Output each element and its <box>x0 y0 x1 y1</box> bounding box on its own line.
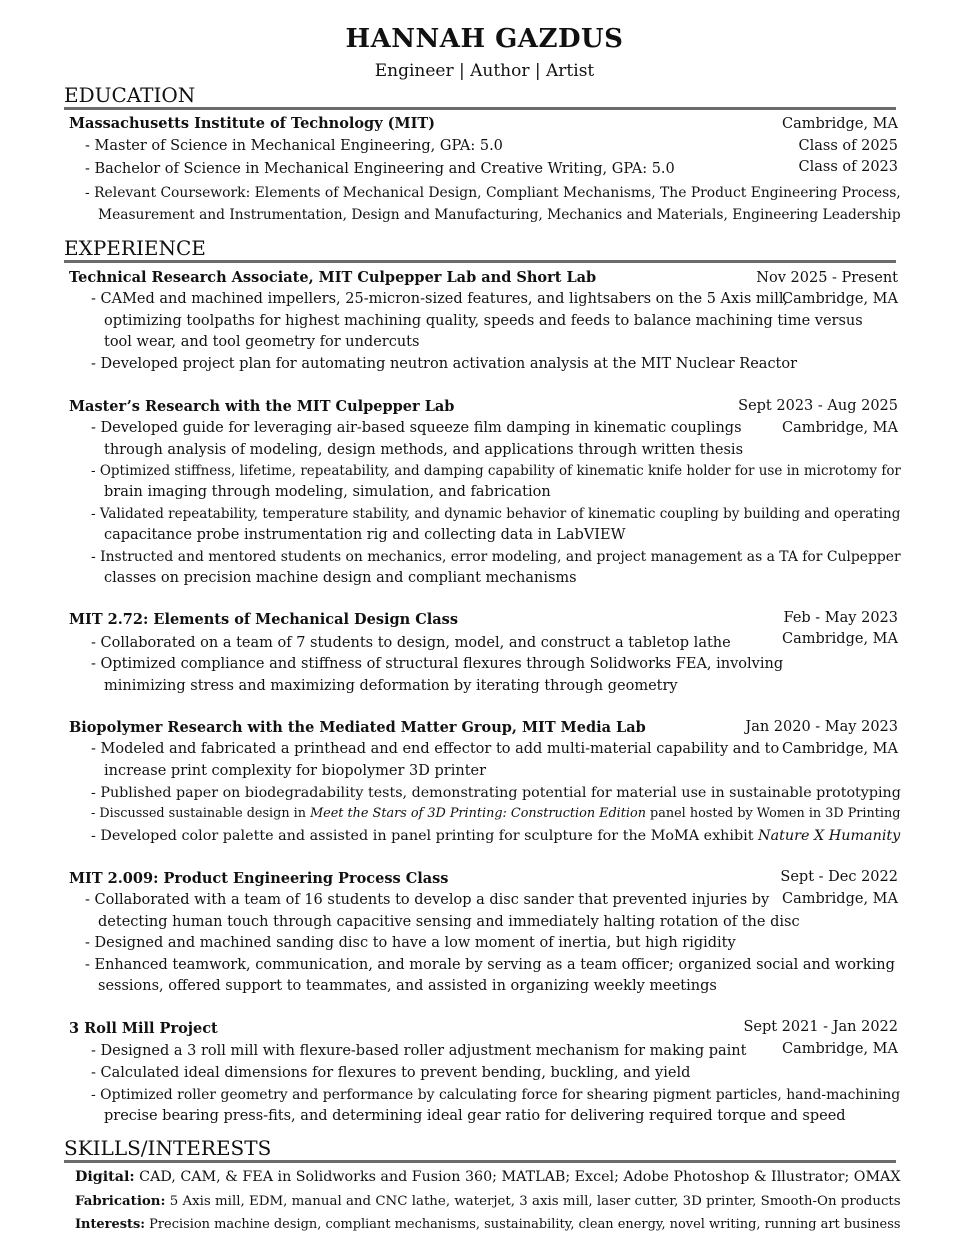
bullet-line: - Designed and machined sanding disc to have a low moment of inertia, but high rigidity <box>85 935 736 951</box>
experience-dates: Feb - May 2023 <box>783 610 898 626</box>
bullet-line: - CAMed and machined impellers, 25-micron-sized features, and lightsabers on the 5 Axis mill, <box>91 291 789 307</box>
experience-dates: Sept 2023 - Aug 2025 <box>738 398 898 414</box>
experience-dates: Sept - Dec 2022 <box>780 869 898 885</box>
education-class-2023: Class of 2023 <box>798 159 898 175</box>
experience-location: Cambridge, MA <box>781 291 898 307</box>
skill-label: Interests: <box>75 1217 146 1232</box>
experience-title: 3 Roll Mill Project <box>69 1020 218 1037</box>
skill-row-fabrication <box>75 1192 901 1211</box>
bullet-line: tool wear, and tool geometry for undercuts <box>104 334 420 350</box>
bullet-line: - Calculated ideal dimensions for flexures to prevent bending, buckling, and yield <box>91 1065 691 1081</box>
bullet-line: brain imaging through modeling, simulation, and fabrication <box>104 484 551 500</box>
education-location: Cambridge, MA <box>781 116 898 132</box>
bullet-line: - Instructed and mentored students on mechanics, error modeling, and project management as a TA for Culpepper <box>91 549 901 565</box>
bullet-line: minimizing stress and maximizing deformation by iterating through geometry <box>104 678 678 694</box>
experience-heading: EXPERIENCE <box>64 237 896 263</box>
bullet-line: - Modeled and fabricated a printhead and end effector to add multi-material capability and to <box>91 741 780 757</box>
experience-title: Master’s Research with the MIT Culpepper Lab <box>69 398 455 415</box>
education-school: Massachusetts Institute of Technology (MIT) <box>69 115 436 132</box>
skill-text: CAD, CAM, & FEA in Solidworks and Fusion 360; MATLAB; Excel; Adobe Photoshop & Illustrator; OMAX <box>134 1169 901 1185</box>
bullet-line: detecting human touch through capacitive sensing and immediately halting rotation of the disc <box>98 914 800 930</box>
exhibit-title: Nature X Humanity <box>758 828 901 844</box>
experience-dates: Jan 2020 - May 2023 <box>745 719 898 735</box>
bullet-line: - Enhanced teamwork, communication, and morale by serving as a team officer; organized social and working <box>85 957 895 973</box>
skill-row-digital <box>75 1168 901 1186</box>
resume-tagline: Engineer | Author | Artist <box>374 61 595 81</box>
experience-dates: Nov 2025 - Present <box>756 270 898 286</box>
experience-location: Cambridge, MA <box>781 741 898 757</box>
bullet-line: sessions, offered support to teammates, and assisted in organizing weekly meetings <box>98 978 717 994</box>
bullet-line: - Optimized roller geometry and performance by calculating force for shearing pigment particles, hand-machining <box>91 1087 901 1103</box>
experience-dates: Sept 2021 - Jan 2022 <box>743 1019 898 1035</box>
skill-row-interests <box>75 1216 901 1234</box>
skill-label: Fabrication: <box>75 1193 166 1209</box>
bullet-line: precise bearing press-fits, and determining ideal gear ratio for delivering required torque and speed <box>104 1108 846 1124</box>
bullet-line: increase print complexity for biopolymer 3D printer <box>104 763 487 779</box>
bullet-line: - Optimized compliance and stiffness of structural flexures through Solidworks FEA, involving <box>91 656 784 672</box>
skill-label: Digital: <box>75 1169 135 1185</box>
experience-title: MIT 2.009: Product Engineering Process Class <box>69 870 449 887</box>
experience-title: Biopolymer Research with the Mediated Matter Group, MIT Media Lab <box>69 719 646 736</box>
bullet-line: capacitance probe instrumentation rig and collecting data in LabVIEW <box>104 527 626 543</box>
bullet-line: optimizing toolpaths for highest machining quality, speeds and feeds to balance machining time versus <box>104 313 863 329</box>
panel-title: Meet the Stars of 3D Printing: Construction Edition <box>310 806 646 821</box>
bullet-line: - Designed a 3 roll mill with flexure-based roller adjustment mechanism for making paint <box>91 1043 747 1059</box>
experience-title: Technical Research Associate, MIT Culpepper Lab and Short Lab <box>69 269 597 286</box>
bullet-line: classes on precision machine design and compliant mechanisms <box>104 570 577 586</box>
bullet-line: - Developed guide for leveraging air-based squeeze film damping in kinematic couplings <box>91 420 742 436</box>
education-line: - Relevant Coursework: Elements of Mechanical Design, Compliant Mechanisms, The Product Engineering Process, <box>85 185 901 201</box>
skill-text: Precision machine design, compliant mechanisms, sustainability, clean energy, novel writing, running art business <box>145 1217 901 1232</box>
education-class-2025: Class of 2025 <box>798 138 898 154</box>
bullet-line-discussed: - Discussed sustainable design in Meet the Stars of 3D Printing: Construction Edition panel hosted by Women in 3D Printing <box>91 806 901 821</box>
experience-title: MIT 2.72: Elements of Mechanical Design Class <box>69 611 458 628</box>
bullet-line: - Collaborated with a team of 16 students to develop a disc sander that prevented injuries by <box>85 892 770 908</box>
education-line: - Master of Science in Mechanical Engineering, GPA: 5.0 <box>85 138 503 154</box>
skill-text: 5 Axis mill, EDM, manual and CNC lathe, waterjet, 3 axis mill, laser cutter, 3D printer, Smooth-On products <box>165 1194 901 1209</box>
bullet-line: - Developed project plan for automating neutron activation analysis at the MIT Nuclear Reactor <box>91 356 798 372</box>
skills-heading: SKILLS/INTERESTS <box>64 1137 896 1163</box>
bullet-line: - Collaborated on a team of 7 students to design, model, and construct a tabletop lathe <box>91 635 731 651</box>
resume-name: HANNAH GAZDUS <box>345 24 624 54</box>
education-line: - Bachelor of Science in Mechanical Engineering and Creative Writing, GPA: 5.0 <box>85 161 675 177</box>
experience-location: Cambridge, MA <box>781 420 898 436</box>
bullet-line: - Validated repeatability, temperature stability, and dynamic behavior of kinematic coupling by building and operating <box>91 506 901 522</box>
experience-location: Cambridge, MA <box>781 1041 898 1057</box>
education-line: Measurement and Instrumentation, Design and Manufacturing, Mechanics and Materials, Engineering Leadership <box>98 207 901 223</box>
experience-location: Cambridge, MA <box>781 631 898 647</box>
bullet-line: - Optimized stiffness, lifetime, repeatability, and damping capability of kinematic knife holder for use in microtomy for <box>91 463 901 479</box>
education-heading: EDUCATION <box>64 84 896 110</box>
bullet-line: through analysis of modeling, design methods, and applications through written thesis <box>104 442 744 458</box>
bullet-line-palette: - Developed color palette and assisted in panel printing for sculpture for the MoMA exhibit Nature X Humanity <box>91 828 901 844</box>
bullet-line: - Published paper on biodegradability tests, demonstrating potential for material use in sustainable prototyping <box>91 785 901 801</box>
experience-location: Cambridge, MA <box>781 891 898 907</box>
